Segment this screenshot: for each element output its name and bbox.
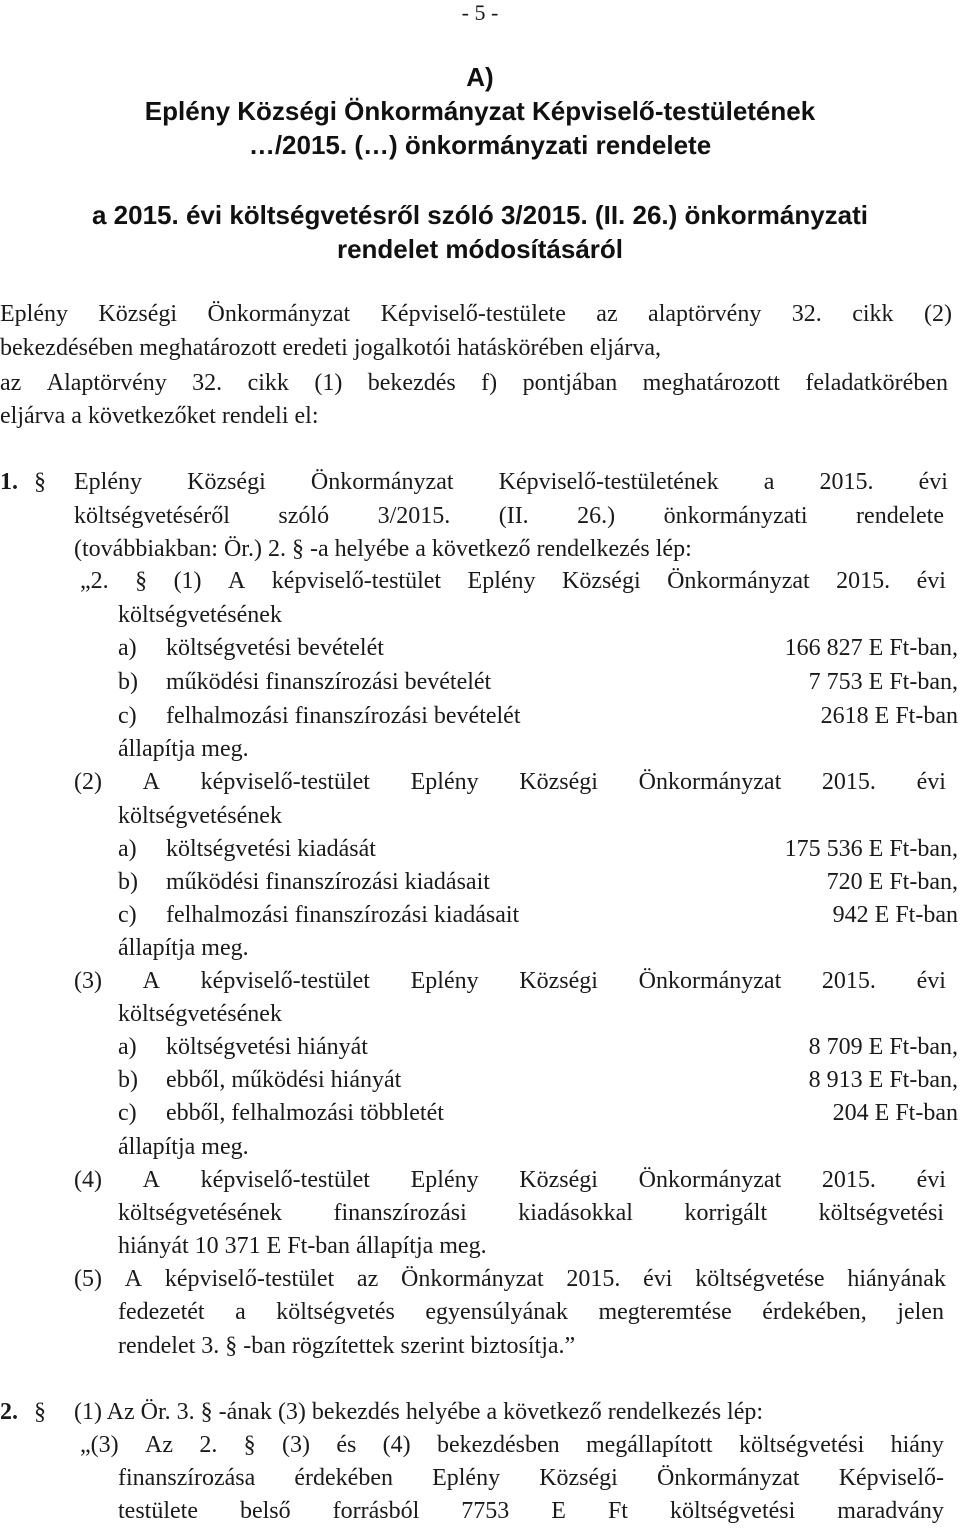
word: 32. bbox=[791, 301, 822, 327]
p4-line1 bbox=[74, 1164, 946, 1197]
p3-continuation: költségvetésének bbox=[118, 1001, 282, 1027]
p1-item-c-text: felhalmozási finanszírozási bevételét bbox=[166, 703, 521, 729]
word: képviselő-testület bbox=[200, 1167, 370, 1193]
p2-item-b-amount: 720 E Ft-ban, bbox=[826, 869, 958, 895]
word: az bbox=[0, 370, 22, 396]
p2-line bbox=[74, 766, 946, 799]
p2-continuation: költségvetésének bbox=[118, 803, 282, 829]
word: megállapított bbox=[585, 1432, 713, 1458]
p2-item-b-text: működési finanszírozási kiadásait bbox=[166, 869, 490, 895]
p4-line2 bbox=[118, 1197, 944, 1230]
word: 26.) bbox=[577, 503, 616, 529]
p3-item-c-amount: 204 E Ft-ban bbox=[832, 1100, 958, 1126]
section1-line1 bbox=[74, 466, 948, 499]
word: Önkormányzat bbox=[656, 1465, 800, 1491]
word: Önkormányzat bbox=[401, 1266, 544, 1292]
preamble-line1 bbox=[0, 298, 952, 331]
word: bekezdésben bbox=[437, 1432, 560, 1458]
word: (2) bbox=[74, 769, 102, 795]
word: költségvetési bbox=[738, 1432, 865, 1458]
word: 2015. bbox=[821, 769, 876, 795]
word: feladatkörében bbox=[805, 370, 948, 396]
word: költségvetési bbox=[818, 1200, 944, 1226]
section1-sect-sign: § bbox=[34, 469, 46, 495]
word: 2. bbox=[199, 1432, 218, 1458]
word: Önkormányzat bbox=[310, 469, 454, 495]
word: költségvetéséről bbox=[74, 503, 230, 529]
word: jelen bbox=[897, 1299, 944, 1325]
word: Községi bbox=[539, 1465, 618, 1491]
word: és bbox=[336, 1432, 357, 1458]
word: meghatározott bbox=[642, 370, 780, 396]
word: Községi bbox=[519, 968, 598, 994]
word: Önkormányzat bbox=[638, 968, 782, 994]
word: f) bbox=[481, 370, 498, 396]
word: Eplény bbox=[0, 301, 68, 327]
p1-item-a-text: költségvetési bevételét bbox=[166, 635, 384, 661]
p3-item-a-label: a) bbox=[118, 1034, 137, 1060]
word: Alaptörvény bbox=[46, 370, 167, 396]
word: az bbox=[356, 1266, 379, 1292]
section2-line1: (1) Az Ör. 3. § -ának (3) bekezdés helyébe a következő rendelkezés lép: bbox=[74, 1399, 764, 1425]
word: Eplény bbox=[410, 1167, 479, 1193]
word: (3) bbox=[74, 968, 102, 994]
word: A bbox=[142, 1167, 160, 1193]
word: költségvetés bbox=[276, 1299, 395, 1325]
word: § bbox=[135, 568, 148, 594]
word: forrásból bbox=[332, 1498, 420, 1524]
word: képviselő-testület bbox=[200, 968, 370, 994]
word: (3) bbox=[282, 1432, 310, 1458]
word: Eplény bbox=[467, 568, 536, 594]
word: évi bbox=[916, 968, 946, 994]
word: hiányának bbox=[847, 1266, 946, 1292]
word: Községi bbox=[519, 1167, 598, 1193]
word: A bbox=[142, 769, 160, 795]
p2-item-c-amount: 942 E Ft-ban bbox=[832, 902, 958, 928]
section2-line4 bbox=[118, 1495, 944, 1528]
word: képviselő-testület bbox=[200, 769, 370, 795]
word: érdekében, bbox=[762, 1299, 867, 1325]
word: 2015. bbox=[819, 469, 874, 495]
word: A bbox=[124, 1266, 143, 1292]
word: (4) bbox=[74, 1167, 102, 1193]
p4-line3: hiányát 10 371 E Ft-ban állapítja meg. bbox=[118, 1233, 487, 1259]
word: 2015. bbox=[821, 1167, 876, 1193]
word: évi bbox=[916, 769, 946, 795]
p2-item-a-text: költségvetési kiadását bbox=[166, 836, 376, 862]
preamble-line3 bbox=[0, 367, 948, 400]
word: „2. bbox=[80, 568, 109, 594]
word: Eplény bbox=[410, 769, 479, 795]
p3-end: állapítja meg. bbox=[118, 1134, 249, 1160]
section2-line2 bbox=[80, 1429, 944, 1462]
word: Önkormányzat bbox=[207, 301, 351, 327]
word: hiány bbox=[890, 1432, 944, 1458]
word: Községi bbox=[98, 301, 178, 327]
section1-line2 bbox=[74, 500, 944, 533]
word: Községi bbox=[187, 469, 266, 495]
word: Eplény bbox=[410, 968, 479, 994]
word: költségvetési bbox=[669, 1498, 796, 1524]
word: önkormányzati bbox=[663, 503, 808, 529]
p3-item-b-text: ebből, működési hiányát bbox=[166, 1067, 402, 1093]
title-section-letter: A) bbox=[466, 62, 494, 92]
title-decree-number: …/2015. (…) önkormányzati rendelete bbox=[248, 130, 712, 160]
word: (1) bbox=[173, 568, 202, 594]
p1-end: állapítja meg. bbox=[118, 736, 249, 762]
word: Önkormányzat bbox=[667, 568, 810, 594]
p1-item-a-label: a) bbox=[118, 635, 137, 661]
word: fedezetét bbox=[118, 1299, 205, 1325]
word: Községi bbox=[561, 568, 641, 594]
p1-item-c-label: c) bbox=[118, 703, 137, 729]
section1-line3: (továbbiakban: Ör.) 2. § -a helyébe a következő rendelkezés lép: bbox=[74, 536, 692, 562]
word: (5) bbox=[74, 1266, 102, 1292]
word: 2015. bbox=[821, 968, 876, 994]
word: finanszírozása bbox=[118, 1465, 256, 1491]
word: Képviselő-testülete bbox=[380, 301, 566, 327]
word: Ft bbox=[607, 1498, 628, 1524]
p1-item-c-amount: 2618 E Ft-ban bbox=[820, 703, 958, 729]
p5-line2 bbox=[118, 1296, 944, 1329]
section1-quote-line bbox=[80, 565, 946, 598]
title-body-name: Eplény Községi Önkormányzat Képviselő-testületének bbox=[144, 96, 816, 126]
word: 2015. bbox=[836, 568, 891, 594]
word: § bbox=[243, 1432, 256, 1458]
word: egyensúlyának bbox=[425, 1299, 568, 1325]
word: Eplény bbox=[74, 469, 142, 495]
word: (4) bbox=[382, 1432, 411, 1458]
word: a bbox=[235, 1299, 246, 1325]
p2-item-b-label: b) bbox=[118, 869, 138, 895]
title-subject-line1: a 2015. évi költségvetésről szóló 3/2015. (II. 26.) önkormányzati bbox=[91, 200, 868, 230]
word: Önkormányzat bbox=[638, 769, 782, 795]
p1-continuation: költségvetésének bbox=[118, 602, 282, 628]
p3-item-b-amount: 8 913 E Ft-ban, bbox=[808, 1067, 958, 1093]
word: cikk bbox=[852, 301, 894, 327]
p3-item-a-amount: 8 709 E Ft-ban, bbox=[808, 1034, 958, 1060]
word: finanszírozási bbox=[333, 1200, 467, 1226]
word: évi bbox=[916, 1167, 946, 1193]
word: E bbox=[551, 1498, 566, 1524]
p1-item-b-text: működési finanszírozási bevételét bbox=[166, 669, 492, 695]
section2-line3 bbox=[118, 1462, 944, 1495]
word: pontjában bbox=[522, 370, 618, 396]
p1-item-a-amount: 166 827 E Ft-ban, bbox=[784, 635, 958, 661]
section2-number: 2. bbox=[0, 1399, 18, 1425]
word: képviselő-testület bbox=[271, 568, 442, 594]
word: 32. bbox=[192, 370, 223, 396]
word: belső bbox=[239, 1498, 291, 1524]
word: képviselő-testület bbox=[164, 1266, 335, 1292]
p3-item-b-label: b) bbox=[118, 1067, 138, 1093]
word: kiadásokkal bbox=[518, 1200, 633, 1226]
word: bekezdés bbox=[367, 370, 456, 396]
word: a bbox=[763, 469, 775, 495]
word: évi bbox=[916, 568, 946, 594]
word: korrigált bbox=[684, 1200, 768, 1226]
p2-item-a-amount: 175 536 E Ft-ban, bbox=[784, 836, 958, 862]
word: A bbox=[142, 968, 160, 994]
word: megteremtése bbox=[598, 1299, 732, 1325]
word: Önkormányzat bbox=[638, 1167, 782, 1193]
word: 2015. bbox=[566, 1266, 621, 1292]
word: rendelete bbox=[856, 503, 944, 529]
p2-end: állapítja meg. bbox=[118, 935, 249, 961]
word: maradvány bbox=[837, 1498, 944, 1524]
p3-item-c-label: c) bbox=[118, 1100, 137, 1126]
word: évi bbox=[918, 469, 948, 495]
section2-sect-sign: § bbox=[34, 1399, 46, 1425]
word: (1) bbox=[314, 370, 343, 396]
word: évi bbox=[643, 1266, 673, 1292]
word: költségvetésének bbox=[118, 1200, 282, 1226]
title-subject-line2: rendelet módosításáról bbox=[336, 234, 624, 264]
word: testülete bbox=[118, 1498, 198, 1524]
p5-line3: rendelet 3. § -ban rögzítettek szerint biztosítja.” bbox=[118, 1333, 576, 1359]
word: az bbox=[596, 301, 618, 327]
p3-item-a-text: költségvetési hiányát bbox=[166, 1034, 368, 1060]
p1-item-b-label: b) bbox=[118, 669, 138, 695]
preamble-line4: eljárva a következőket rendeli el: bbox=[0, 403, 319, 429]
p2-item-c-label: c) bbox=[118, 902, 137, 928]
word: 3/2015. bbox=[377, 503, 451, 529]
word: Képviselő-testületének bbox=[498, 469, 719, 495]
word: Eplény bbox=[432, 1465, 501, 1491]
p5-line1 bbox=[74, 1263, 946, 1296]
preamble-line2: bekezdésében meghatározott eredeti jogalkotói hatáskörében eljárva, bbox=[0, 335, 662, 361]
word: érdekében bbox=[294, 1465, 393, 1491]
word: Képviselő- bbox=[838, 1465, 944, 1491]
p3-line bbox=[74, 965, 946, 998]
word: 7753 bbox=[461, 1498, 510, 1524]
word: cikk bbox=[247, 370, 289, 396]
word: szóló bbox=[278, 503, 330, 529]
word: alaptörvény bbox=[648, 301, 762, 327]
word: Az bbox=[144, 1432, 173, 1458]
p2-item-c-text: felhalmozási finanszírozási kiadásait bbox=[166, 902, 520, 928]
word: költségvetése bbox=[695, 1266, 825, 1292]
page-number: - 5 - bbox=[461, 0, 499, 25]
p1-item-b-amount: 7 753 E Ft-ban, bbox=[808, 669, 958, 695]
word: A bbox=[228, 568, 246, 594]
p2-item-a-label: a) bbox=[118, 836, 137, 862]
word: „(3) bbox=[80, 1432, 119, 1458]
section1-number: 1. bbox=[0, 469, 18, 495]
word: Községi bbox=[519, 769, 598, 795]
word: (2) bbox=[923, 301, 952, 327]
word: (II. bbox=[498, 503, 529, 529]
p3-item-c-text: ebből, felhalmozási többletét bbox=[166, 1100, 444, 1126]
